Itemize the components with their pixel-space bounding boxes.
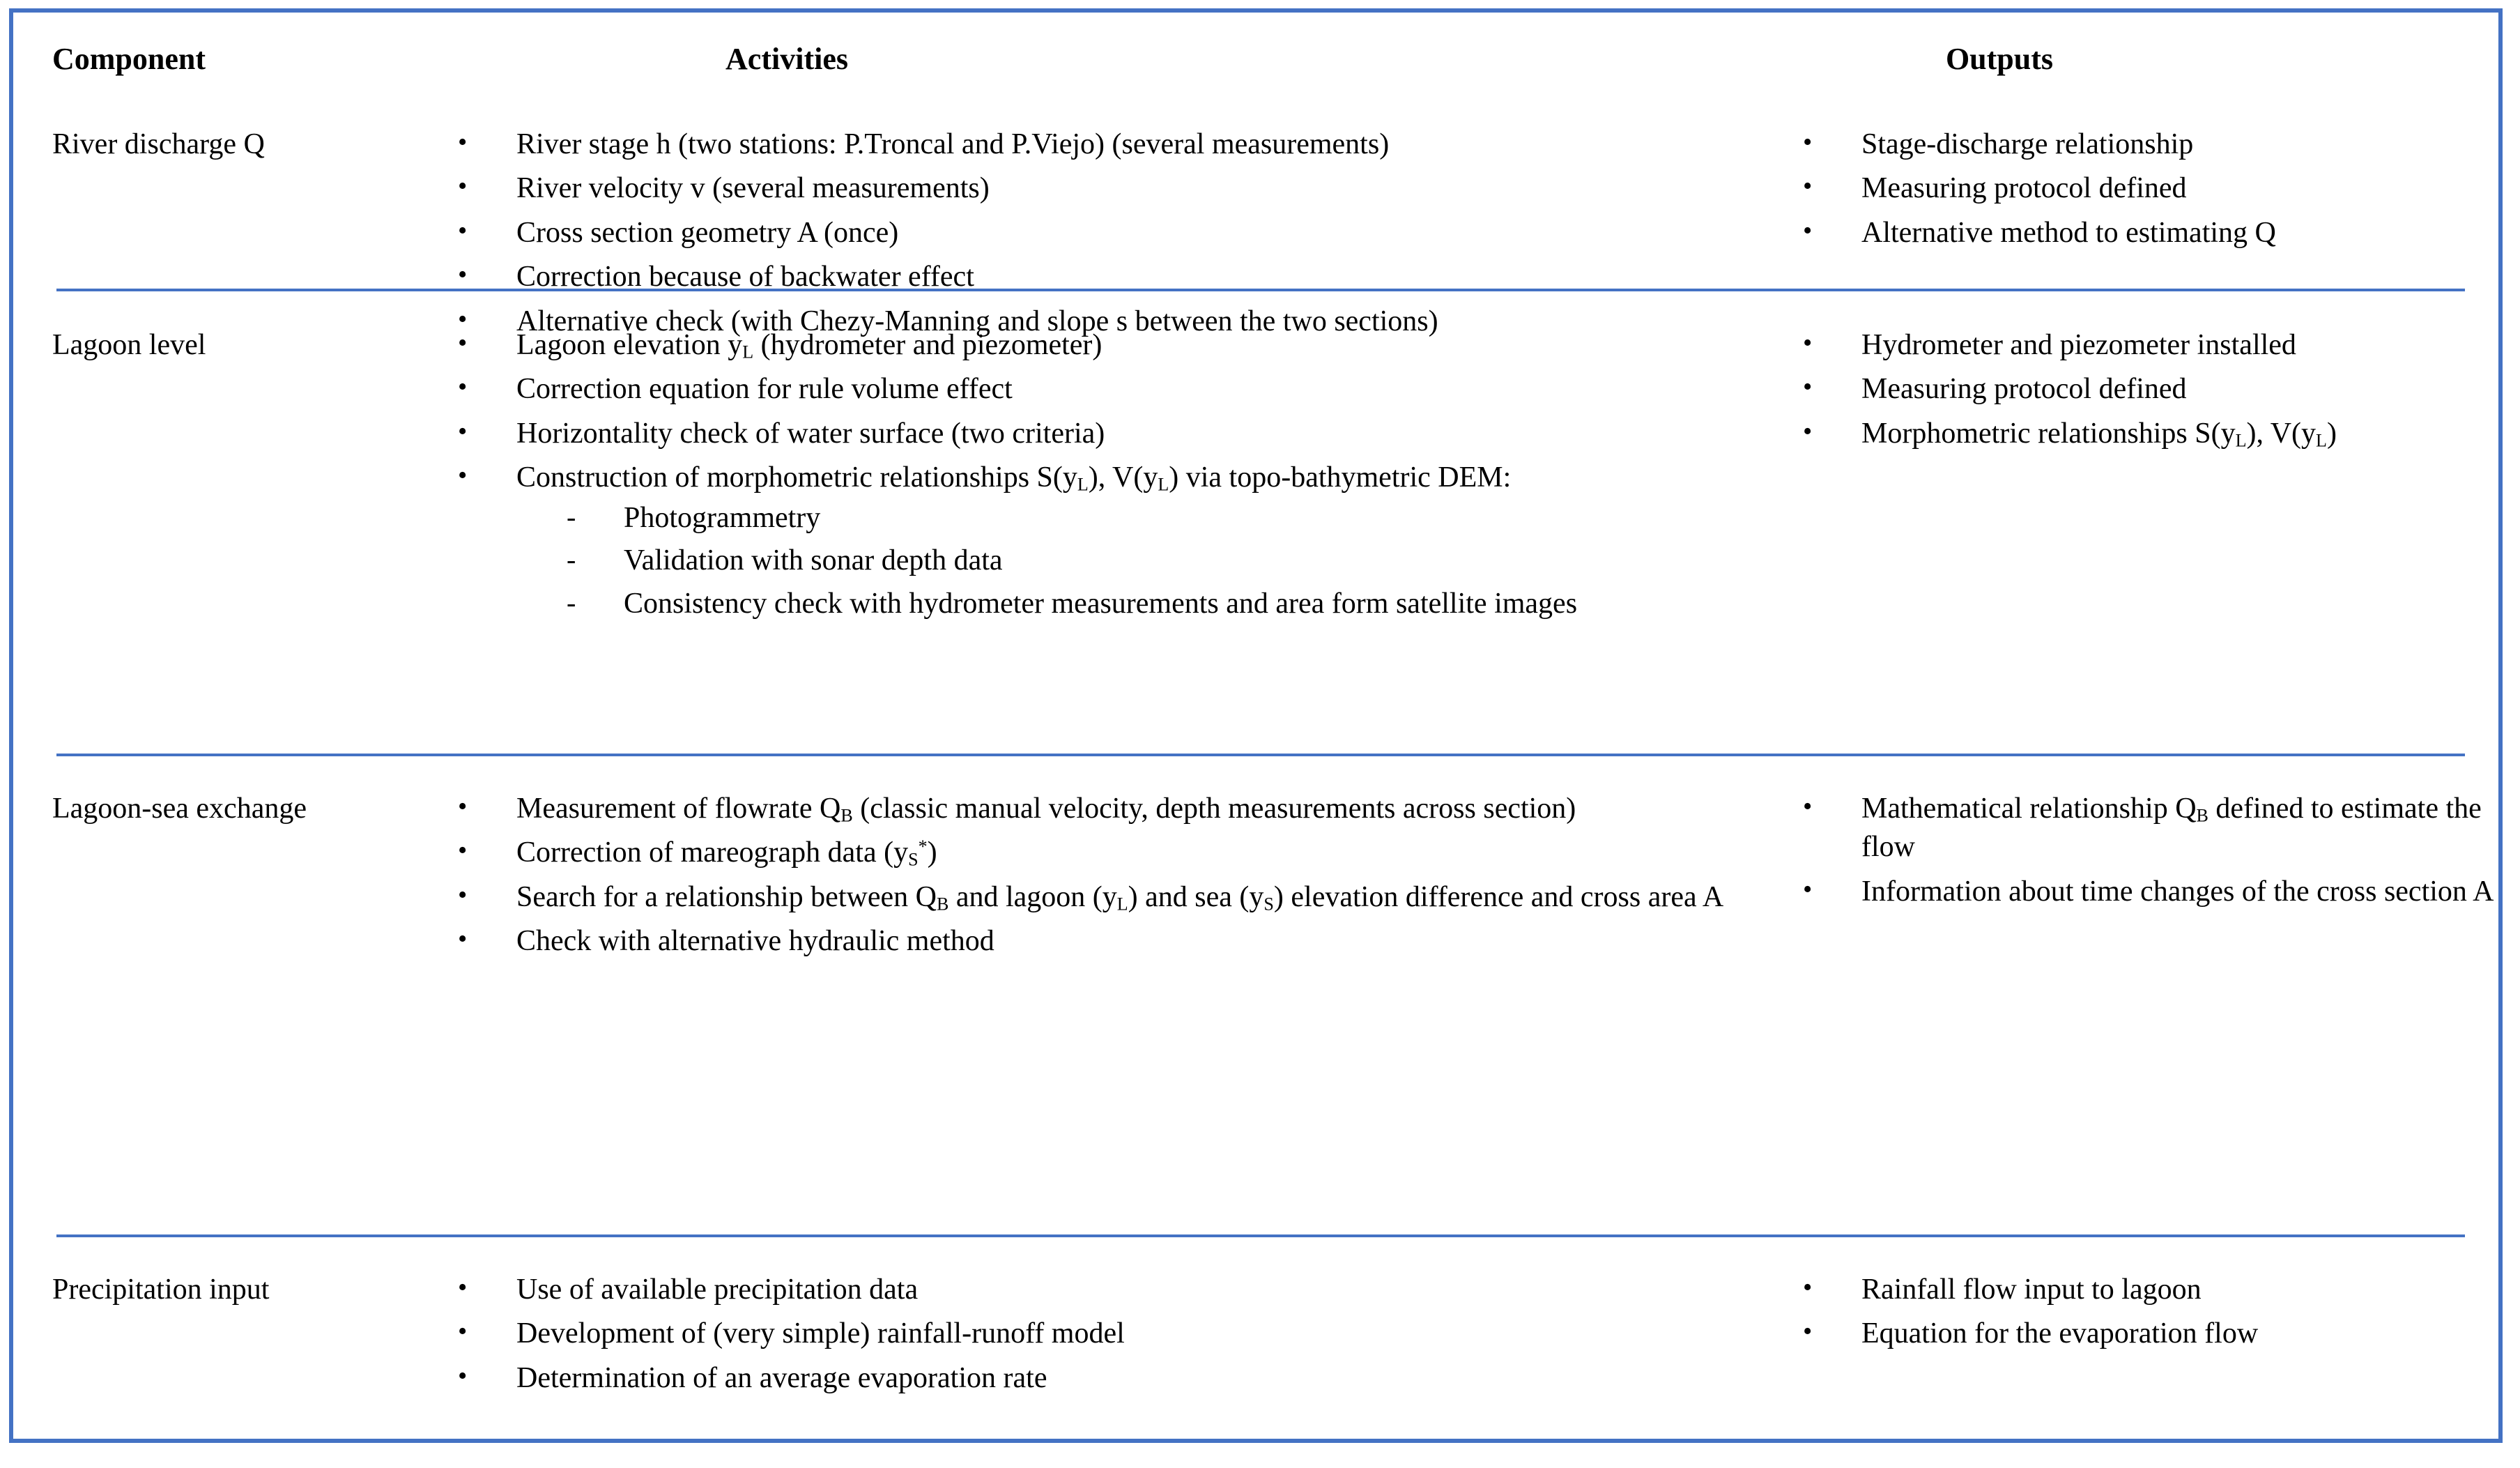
list-item: • Use of available precipitation data	[452, 1271, 1762, 1309]
row-divider	[56, 754, 2465, 756]
list-item	[452, 834, 1762, 872]
sub-list-item: ‐ Photogrammetry	[561, 499, 1762, 537]
row-divider	[56, 289, 2465, 291]
list-item: • Hydrometer and piezometer installed	[1797, 326, 2494, 365]
list-item-text-c: )	[2326, 417, 2337, 450]
subscript-B: B	[936, 894, 949, 915]
list-item-text-c: ) via topo-bathymetric DEM:	[1169, 461, 1512, 494]
list-item-text-a: Measurement of flowrate Q	[516, 793, 841, 825]
subscript-L: L	[742, 342, 754, 362]
list-item	[1797, 790, 2494, 867]
subscript-L: L	[2235, 430, 2247, 451]
list-item-text-b: (hydrometer and piezometer)	[753, 329, 1102, 361]
column-header-outputs: Outputs	[1945, 42, 2054, 76]
row-activities-cell	[452, 326, 1762, 629]
sub-list-item: ‐ Consistency check with hydrometer measurements and area form satellite images	[561, 585, 1762, 623]
methodology-table	[9, 8, 2503, 1443]
list-item-text-b: (classic manual velocity, depth measurements across section)	[852, 793, 1576, 825]
list-item: • River stage h (two stations: P.Troncal and P.Viejo) (several measurements)	[452, 125, 1762, 164]
subscript-S: S	[1263, 894, 1274, 915]
list-item: • Information about time changes of the cross section A	[1797, 873, 2494, 911]
outputs-list	[1797, 326, 2494, 453]
list-item: • River velocity v (several measurements)	[452, 169, 1762, 208]
list-item-text-b: defined to estimate the flow	[1861, 793, 2482, 864]
column-header-activities: Activities	[725, 42, 848, 76]
outputs-list	[1797, 125, 2494, 252]
outputs-list	[1797, 1271, 2494, 1354]
row-component-label: Lagoon level	[52, 329, 206, 361]
list-item	[452, 459, 1762, 623]
list-item: • Correction because of backwater effect	[452, 258, 1762, 296]
row-component-label: Lagoon-sea exchange	[52, 793, 307, 825]
activities-list	[452, 125, 1762, 341]
subscript-L: L	[1116, 894, 1128, 915]
subscript-L: L	[2316, 430, 2327, 451]
list-item-text-a: Morphometric relationships S(y	[1861, 417, 2236, 450]
list-item	[452, 790, 1762, 828]
list-item	[452, 326, 1762, 365]
row-outputs-cell	[1797, 1271, 2494, 1359]
list-item: • Stage-discharge relationship	[1797, 125, 2494, 164]
column-header-component: Component	[52, 42, 206, 76]
subscript-B: B	[840, 805, 853, 826]
activities-list	[452, 790, 1762, 961]
row-component-label: River discharge Q	[52, 128, 265, 160]
list-item: • Alternative method to estimating Q	[1797, 214, 2494, 252]
row-activities-cell	[452, 790, 1762, 967]
list-item: • Check with alternative hydraulic method	[452, 922, 1762, 961]
list-item: • Measuring protocol defined	[1797, 370, 2494, 408]
subscript-S: S	[908, 850, 919, 871]
list-item: • Rainfall flow input to lagoon	[1797, 1271, 2494, 1309]
list-item-text-a: Lagoon elevation y	[516, 329, 743, 361]
subscript-B: B	[2196, 805, 2208, 826]
list-item: • Determination of an average evaporation rate	[452, 1359, 1762, 1398]
list-item-text-a: Mathematical relationship Q	[1861, 793, 2197, 825]
row-component-label: Precipitation input	[52, 1274, 270, 1306]
list-item: • Correction equation for rule volume effect	[452, 370, 1762, 408]
list-item: • Cross section geometry A (once)	[452, 214, 1762, 252]
list-item-text-b: and lagoon (y	[948, 880, 1117, 913]
sub-list-item: ‐ Validation with sonar depth data	[561, 542, 1762, 580]
table-header-row	[13, 13, 2498, 88]
list-item: • Alternative check (with Chezy-Manning and slope s between the two sections)	[452, 303, 1762, 341]
row-divider	[56, 1234, 2465, 1237]
list-item: • Horizontality check of water surface (two criteria)	[452, 415, 1762, 453]
list-item: • Measuring protocol defined	[1797, 169, 2494, 208]
list-item	[452, 878, 1762, 917]
sub-activities-list	[516, 499, 1762, 623]
row-outputs-cell	[1797, 790, 2494, 917]
row-activities-cell	[452, 125, 1762, 346]
list-item: • Development of (very simple) rainfall-runoff model	[452, 1315, 1762, 1353]
list-item-text-c: ) and sea (y	[1128, 880, 1264, 913]
list-item-text-a: Construction of morphometric relationships S(y	[516, 461, 1077, 494]
subscript-L: L	[1077, 475, 1089, 496]
row-activities-cell	[452, 1271, 1762, 1403]
outputs-list	[1797, 790, 2494, 911]
row-outputs-cell	[1797, 326, 2494, 459]
list-item	[1797, 415, 2494, 453]
row-outputs-cell	[1797, 125, 2494, 258]
subscript-L: L	[1158, 475, 1169, 496]
activities-list	[452, 326, 1762, 623]
list-item-text-b: ), V(y	[2246, 417, 2317, 450]
list-item: • Equation for the evaporation flow	[1797, 1315, 2494, 1353]
list-item-text-b: ), V(y	[1088, 461, 1158, 494]
activities-list	[452, 1271, 1762, 1398]
superscript-asterisk: *	[918, 836, 928, 857]
list-item-text-a: Correction of mareograph data (y	[516, 836, 909, 869]
list-item-text-a: Search for a relationship between Q	[516, 880, 937, 913]
list-item-text-d: ) elevation difference and cross area A	[1273, 880, 1724, 913]
list-item-text-b: )	[927, 836, 937, 869]
